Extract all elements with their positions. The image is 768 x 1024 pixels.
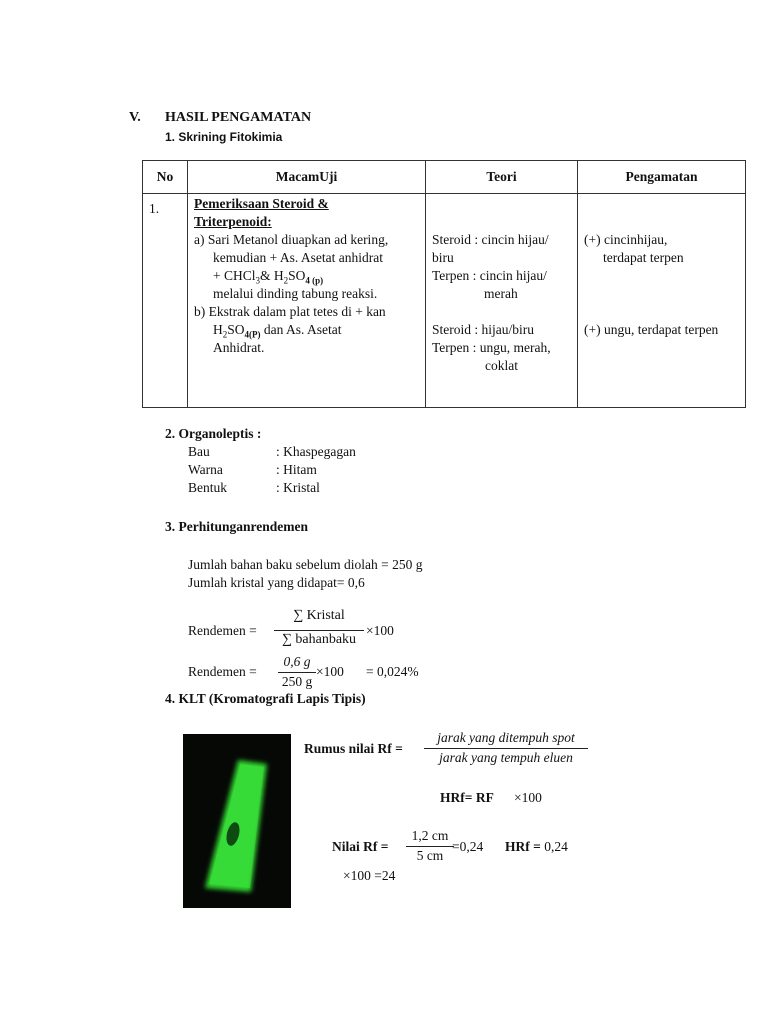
- cell-no: [143, 194, 188, 408]
- nilai-rf-result: =0,24: [452, 839, 484, 854]
- tlc-plate-photo: [183, 734, 291, 908]
- hrf-result: HRf = 0,24: [505, 839, 568, 854]
- rendemen-line2: Jumlah kristal yang didapat= 0,6: [188, 575, 365, 590]
- teori-line3: Terpen : cincin hijau/: [432, 268, 547, 283]
- rumus-numerator: jarak yang ditempuh spot: [437, 730, 575, 745]
- teori-line1: Steroid : cincin hijau/: [432, 232, 549, 247]
- rumus-label: Rumus nilai Rf =: [304, 741, 403, 756]
- hrf-times: ×100: [514, 790, 542, 805]
- teori-line4: merah: [484, 286, 518, 301]
- klt-title: 4. KLT (Kromatografi Lapis Tipis): [165, 691, 366, 706]
- rendemen-eq1-numerator: ∑ Kristal: [293, 608, 345, 623]
- pengamatan-line3: (+) ungu, terdapat terpen: [584, 322, 719, 337]
- rumus-denominator: jarak yang tempuh eluen: [439, 750, 573, 765]
- organoleptis-value-bau: : Khaspegagan: [276, 444, 356, 459]
- table-header-row: [143, 161, 746, 194]
- rendemen-eq2-result: = 0,024%: [366, 664, 419, 679]
- uji-a-line1: a) Sari Metanol diuapkan ad kering,: [194, 232, 389, 247]
- uji-heading-2: Triterpenoid:: [194, 214, 272, 229]
- teori-line7: coklat: [485, 358, 518, 373]
- uji-a-line3: + CHCl$_3$& $H_2SO_{4 (p)}$: [213, 268, 324, 286]
- teori-line6: Terpen : ungu, merah,: [432, 340, 551, 355]
- subsection-title: 1. Skrining Fitokimia: [165, 130, 283, 144]
- rendemen-eq2-label: Rendemen =: [188, 664, 257, 679]
- organoleptis-title: 2. Organoleptis :: [165, 426, 262, 441]
- tlc-plate-image: [183, 734, 291, 908]
- nilai-rf-denominator: 5 cm: [416, 848, 444, 863]
- organoleptis-label-bentuk: Bentuk: [188, 480, 227, 495]
- header-pengamatan: Pengamatan: [578, 161, 746, 194]
- section-number: V.: [129, 110, 141, 125]
- section-title: HASIL PENGAMATAN: [165, 110, 312, 125]
- cell-pengamatan: [578, 194, 746, 408]
- rendemen-eq1-fraction: [274, 606, 364, 650]
- rendemen-eq2-numerator: 0,6 g: [283, 654, 311, 669]
- uji-a-line4: melalui dinding tabung reaksi.: [213, 286, 378, 301]
- hrf-label: HRf= RF: [440, 790, 494, 805]
- rendemen-eq2-fraction: [278, 654, 316, 690]
- rendemen-eq2-denominator: 250 g: [281, 674, 313, 689]
- cell-teori: [426, 194, 578, 408]
- table-row: [143, 194, 746, 408]
- nilai-rf-fraction: [406, 828, 454, 866]
- pengamatan-line1: (+) cincinhijau,: [584, 232, 668, 247]
- teori-line2: biru: [432, 250, 454, 265]
- pengamatan-line2: terdapat terpen: [603, 250, 684, 265]
- cell-macam-uji: [188, 194, 426, 408]
- header-teori: Teori: [426, 161, 578, 194]
- nilai-rf-label: Nilai Rf =: [332, 839, 389, 854]
- uji-heading-1: Pemeriksaan Steroid &: [194, 196, 329, 211]
- uji-b-line1: b) Ekstrak dalam plat tetes di + kan: [194, 304, 386, 319]
- header-no: No: [143, 161, 188, 194]
- uji-b-line2: $H_2SO_{4(P)}$ dan As. Asetat: [213, 322, 342, 340]
- uji-b-line3: Anhidrat.: [213, 340, 265, 355]
- rendemen-eq1-label: Rendemen =: [188, 623, 257, 638]
- teori-line5: Steroid : hijau/biru: [432, 322, 534, 337]
- organoleptis-label-warna: Warna: [188, 462, 223, 477]
- skrining-table: [142, 160, 746, 408]
- uji-a-line2: kemudian + As. Asetat anhidrat: [213, 250, 383, 265]
- organoleptis-label-bau: Bau: [188, 444, 210, 459]
- hrf-final-line: ×100 =24: [343, 868, 396, 883]
- organoleptis-value-warna: : Hitam: [276, 462, 317, 477]
- rendemen-title: 3. Perhitunganrendemen: [165, 519, 309, 534]
- rendemen-eq2-times: ×100: [316, 664, 344, 679]
- nilai-rf-numerator: 1,2 cm: [411, 828, 449, 843]
- rendemen-eq1-denominator: ∑ bahanbaku: [281, 632, 357, 647]
- rumus-fraction: [424, 730, 588, 770]
- row-number: 1.: [149, 201, 160, 216]
- header-macam-uji: MacamUji: [188, 161, 426, 194]
- rendemen-eq1-times: ×100: [366, 623, 394, 638]
- rendemen-line1: Jumlah bahan baku sebelum diolah = 250 g: [188, 557, 423, 572]
- organoleptis-value-bentuk: : Kristal: [276, 480, 320, 495]
